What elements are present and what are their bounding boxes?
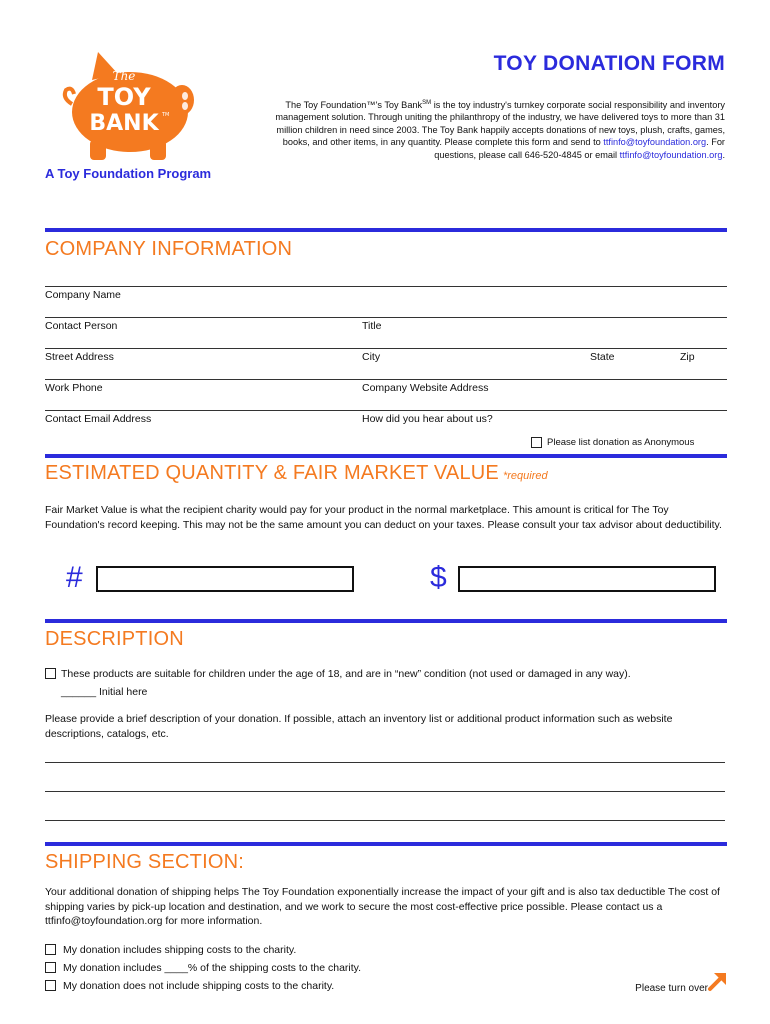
intro-email-link[interactable]: ttfinfo@toyfoundation.org (603, 137, 707, 148)
page-title: TOY DONATION FORM (493, 52, 725, 75)
description-line-3[interactable] (45, 820, 725, 821)
shipping-section-title: SHIPPING SECTION: (45, 851, 244, 873)
email-line[interactable] (45, 410, 727, 411)
quantity-input[interactable] (96, 566, 354, 592)
description-line-2[interactable] (45, 791, 725, 792)
required-note: *required (502, 470, 548, 482)
fmv-text: Fair Market Value is what the recipient charity would pay for your product in the normal marketplace. This amount is critical for The Toy Foundation's record keeping. This may not be the same amount you can deduct on your taxes. Please consult your tax advisor about deductibility. (45, 504, 722, 531)
logo-tm: TM (162, 112, 170, 118)
description-section-title: DESCRIPTION (45, 628, 184, 650)
toy-bank-logo (58, 50, 208, 162)
phone-line[interactable] (45, 379, 727, 380)
address-line[interactable] (45, 348, 727, 349)
intro-part4: . (722, 149, 725, 160)
intro-text (270, 97, 725, 161)
quantity-symbol: # (66, 561, 83, 594)
anonymous-checkbox[interactable] (531, 437, 542, 448)
intro-sm: SM (422, 100, 432, 106)
company-name-line[interactable] (45, 286, 727, 287)
logo-line2: BANK (89, 111, 159, 136)
suitable-label: These products are suitable for children under the age of 18, and are in “new” condition (not used or damaged in any way). (61, 668, 631, 680)
initial-here[interactable]: ______ Initial here (61, 686, 148, 698)
company-section-title: COMPANY INFORMATION (45, 238, 293, 260)
contact-person-label: Contact Person (45, 320, 118, 332)
work-phone-label: Work Phone (45, 382, 103, 394)
shipping-option-2-checkbox[interactable] (45, 962, 56, 973)
shipping-option-2-label: My donation includes ____% of the shipping costs to the charity. (63, 962, 362, 974)
section-divider (45, 619, 727, 623)
intro-part2: is the toy industry's turnkey corporate social responsibility and inventory management solution. Through uniting the philanthropy of the industry, we have delivered toys to more than 31 million children in need since 2003. The Toy Bank happily accepts donations of new toys, plush, crafts, games, books, and other items, in any quantity. Please complete this form and send to (275, 100, 725, 148)
hear-about-label: How did you hear about us? (362, 413, 493, 425)
logo-line1: TOY (97, 83, 151, 111)
section-divider (45, 228, 727, 232)
shipping-option-1-checkbox[interactable] (45, 944, 56, 955)
section-divider (45, 454, 727, 458)
intro-part1: The Toy Foundation™'s Toy Bank (285, 100, 423, 111)
description-instructions: Please provide a brief description of your donation. If possible, attach an inventory list or additional product information such as website descriptions, catalogs, etc. (45, 713, 673, 740)
city-label: City (362, 351, 381, 363)
shipping-text: Your additional donation of shipping helps The Toy Foundation exponentially increase the impact of your gift and is also tax deductible The cost of shipping varies by pick-up location and destination, and we work to secure the most cost-effective price possible. Please contact us a ttfinfo@toyfoundation.org for more information. (45, 886, 720, 927)
suitable-checkbox[interactable] (45, 668, 56, 679)
state-label: State (590, 351, 615, 363)
shipping-option-3-checkbox[interactable] (45, 980, 56, 991)
intro-part3: . For questions, please call 646-520-4845 or email (434, 137, 725, 160)
street-label: Street Address (45, 351, 114, 363)
shipping-option-1-label: My donation includes shipping costs to the charity. (63, 944, 297, 956)
arrow-up-right-icon (706, 970, 728, 992)
company-name-label: Company Name (45, 289, 121, 301)
contact-line[interactable] (45, 317, 727, 318)
anonymous-label: Please list donation as Anonymous (547, 437, 695, 448)
estimate-section-title (45, 462, 548, 485)
logo-small-text: The (112, 69, 136, 83)
value-input[interactable] (458, 566, 716, 592)
shipping-option-3-label: My donation does not include shipping costs to the charity. (63, 980, 335, 992)
description-line-1[interactable] (45, 762, 725, 763)
estimate-title-text: ESTIMATED QUANTITY & FAIR MARKET VALUE (45, 462, 499, 484)
website-label: Company Website Address (362, 382, 489, 394)
turn-over-note: Please turn over (635, 983, 708, 994)
email-label: Contact Email Address (45, 413, 152, 425)
title-label: Title (362, 320, 382, 332)
program-tagline: A Toy Foundation Program (45, 166, 212, 181)
intro-email-link-2[interactable]: ttfinfo@toyfoundation.org (619, 149, 723, 160)
zip-label: Zip (680, 351, 695, 363)
section-divider (45, 842, 727, 846)
value-symbol: $ (430, 561, 447, 594)
